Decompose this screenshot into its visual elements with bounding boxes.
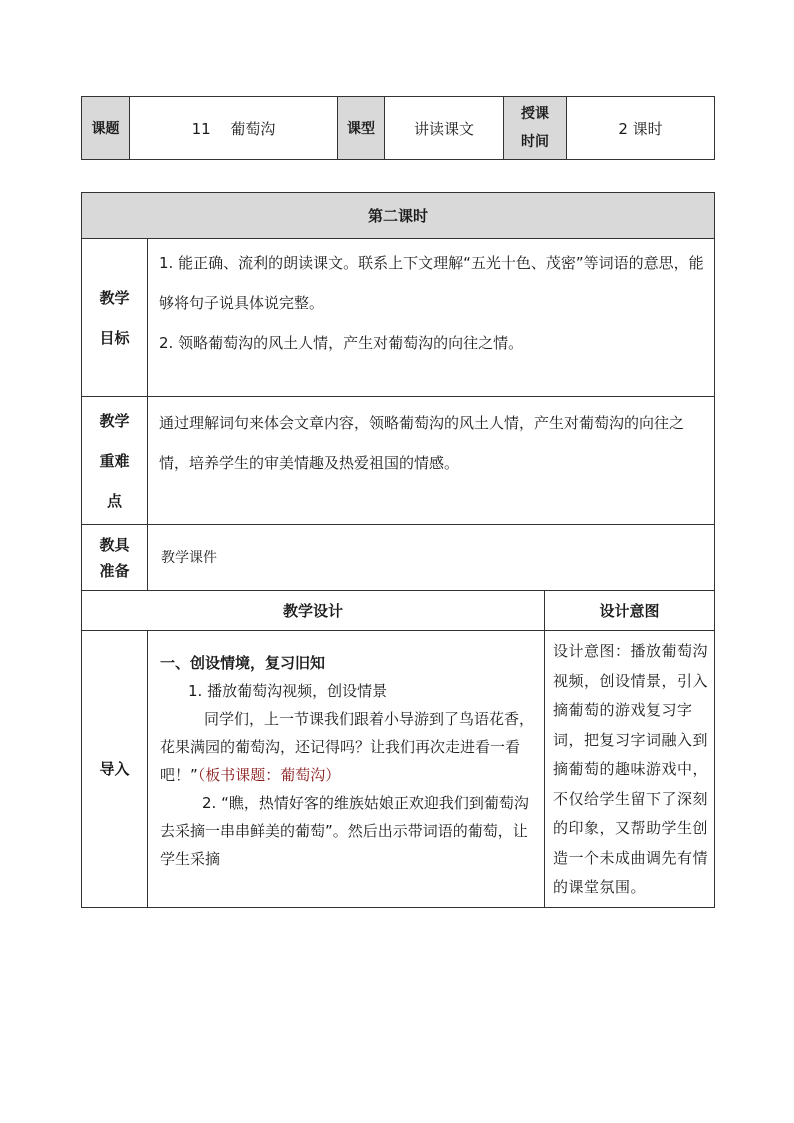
materials-row — [82, 525, 715, 591]
intro-paragraph — [160, 705, 536, 789]
materials-label-line1: 教具 — [99, 535, 130, 554]
goals-content — [148, 239, 715, 397]
lesson-plan-table — [81, 192, 715, 908]
class-time-label-line1: 授课 — [521, 106, 549, 122]
section-title: 第二课时 — [82, 193, 715, 239]
header-row — [82, 97, 715, 160]
goals-label-line1: 教学 — [99, 288, 130, 307]
intro-heading: 一、创设情境，复习旧知 — [160, 654, 326, 672]
class-time-label-line2: 时间 — [521, 134, 549, 150]
goals-label-line2: 目标 — [99, 328, 130, 347]
section-title-row — [82, 193, 715, 239]
intro-content — [148, 631, 545, 908]
key-points-label — [82, 397, 148, 525]
design-header-row — [82, 591, 715, 631]
materials-label-line2: 准备 — [99, 561, 130, 580]
board-note: （板书课题：葡萄沟） — [197, 766, 341, 784]
intro-label: 导入 — [82, 631, 148, 908]
intent-header: 设计意图 — [545, 591, 715, 631]
subject-label: 课题 — [82, 97, 130, 160]
intro-paragraph-text: 同学们，上一节课我们跟着小导游到了鸟语花香，花果满园的葡萄沟，还记得吗？让我们再次走进看一看吧！” — [160, 710, 535, 784]
key-points-content: 通过理解词句来体会文章内容，领略葡萄沟的风土人情，产生对葡萄沟的向往之情，培养学生的审美情趣及热爱祖国的情感。 — [148, 397, 715, 525]
goals-label — [82, 239, 148, 397]
intro-row — [82, 631, 715, 908]
materials-content: 教学课件 — [148, 525, 715, 591]
intro-intent: 设计意图：播放葡萄沟视频，创设情景，引入摘葡萄的游戏复习字词，把复习字词融入到摘葡萄的趣味游戏中，不仅给学生留下了深刻的印象，又帮助学生创造一个未成曲调先有情的课堂氛围。 — [545, 631, 715, 908]
goals-row — [82, 239, 715, 397]
intro-step-1: 1. 播放葡萄沟视频，创设情景 — [188, 682, 388, 700]
key-points-label-line1: 教学 — [99, 411, 130, 430]
key-points-label-line3: 点 — [106, 491, 122, 510]
key-points-label-line2: 重难 — [99, 451, 130, 470]
materials-label — [82, 525, 148, 591]
goal-item-2: 2. 领略葡萄沟的风土人情，产生对葡萄沟的向往之情。 — [159, 334, 524, 352]
key-points-row — [82, 397, 715, 525]
subject-value: 11 葡萄沟 — [130, 97, 338, 160]
design-header: 教学设计 — [82, 591, 545, 631]
intro-step-2: 2. “瞧，热情好客的维族姑娘正欢迎我们到葡萄沟去采摘一串串鲜美的葡萄”。然后出示带词语的葡萄，让学生采摘 — [160, 794, 529, 868]
lesson-type-label: 课型 — [338, 97, 385, 160]
lesson-header-table — [81, 96, 715, 160]
goal-item-1: 1. 能正确、流利的朗读课文。联系上下文理解“五光十色、茂密”等词语的意思，能够将句子说具体说完整。 — [159, 254, 704, 312]
class-time-label — [504, 97, 567, 160]
class-time-value: 2 课时 — [567, 97, 715, 160]
lesson-type-value: 讲读课文 — [385, 97, 504, 160]
